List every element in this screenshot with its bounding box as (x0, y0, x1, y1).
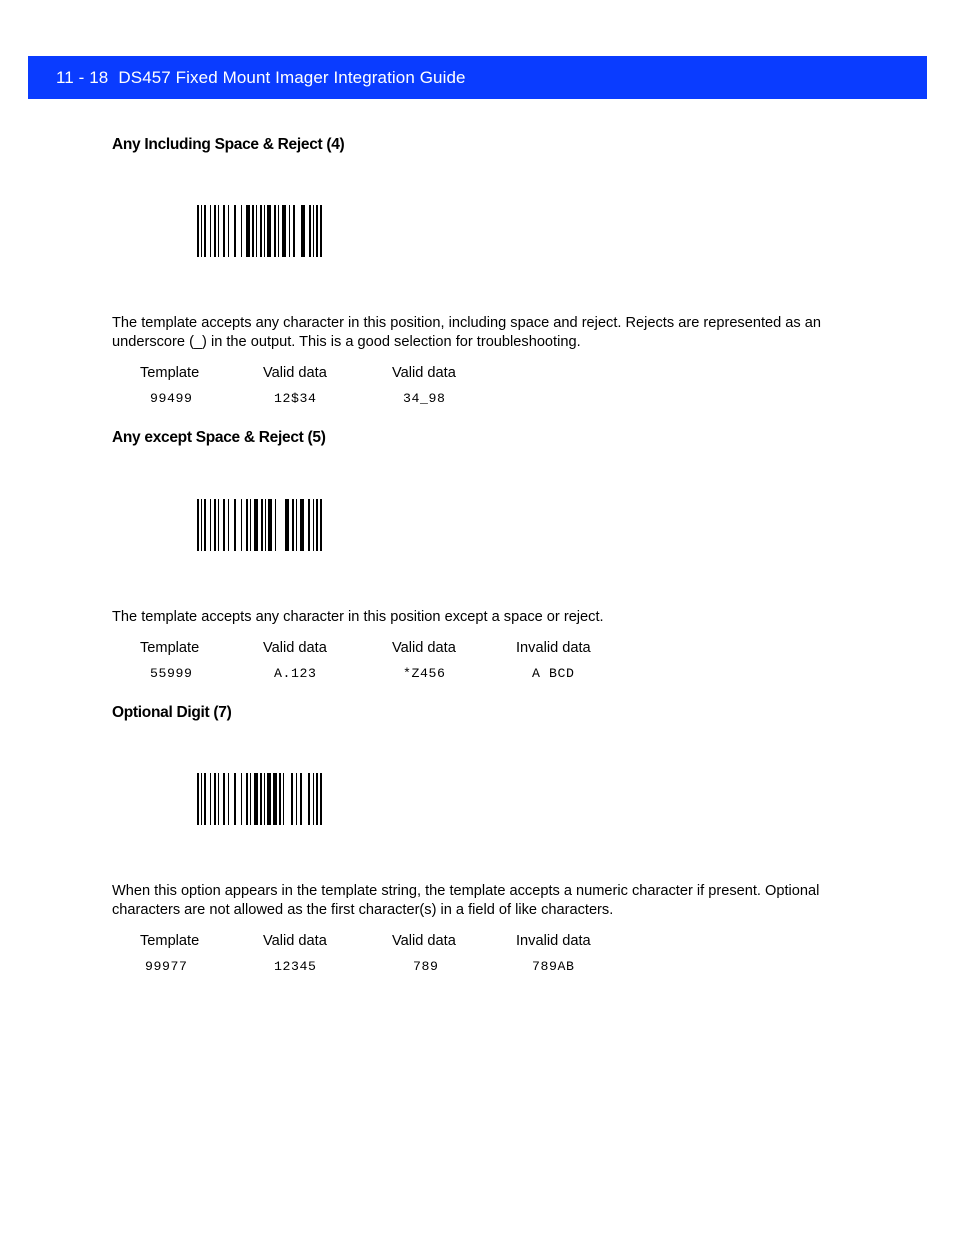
barcode-icon (197, 773, 323, 825)
column-header: Valid data (263, 640, 327, 656)
page-header (28, 56, 927, 99)
section-description: When this option appears in the template string, the template accepts a numeric character if present. Optional characters are not allowed as the first character(s) in a field of like characters. (112, 883, 820, 918)
column-value: A BCD (532, 666, 575, 681)
column-header: Valid data (263, 365, 327, 381)
column-value: 789AB (532, 959, 575, 974)
section-description: The template accepts any character in this position except a space or reject. (112, 609, 604, 625)
page-number: 11 - 18 (56, 68, 109, 87)
column-header: Invalid data (516, 640, 591, 656)
column-header: Template (140, 365, 200, 381)
section-title: Optional Digit (7) (112, 704, 232, 721)
column-header: Valid data (392, 640, 456, 656)
section-title: Any Including Space & Reject (4) (112, 136, 345, 153)
column-value: 34_98 (403, 391, 446, 406)
column-value: 99499 (150, 391, 193, 406)
column-header: Template (140, 640, 200, 656)
column-header: Valid data (263, 933, 327, 949)
barcode-icon (197, 499, 323, 551)
column-value: 12$34 (274, 391, 317, 406)
section-title: Any except Space & Reject (5) (112, 429, 326, 446)
column-value: 12345 (274, 959, 317, 974)
column-value: 99977 (145, 959, 188, 974)
column-value: *Z456 (403, 666, 446, 681)
column-header: Invalid data (516, 933, 591, 949)
column-value: A.123 (274, 666, 317, 681)
column-header: Valid data (392, 365, 456, 381)
section-description: The template accepts any character in this position, including space and reject. Rejects are represented as an underscore (_) in the output. This is a good selection for troubleshooting. (112, 315, 822, 350)
column-header: Valid data (392, 933, 456, 949)
column-header: Template (140, 933, 200, 949)
document-title: DS457 Fixed Mount Imager Integration Guide (118, 68, 466, 87)
column-value: 789 (413, 959, 439, 974)
barcode-icon (197, 205, 323, 257)
column-value: 55999 (150, 666, 193, 681)
